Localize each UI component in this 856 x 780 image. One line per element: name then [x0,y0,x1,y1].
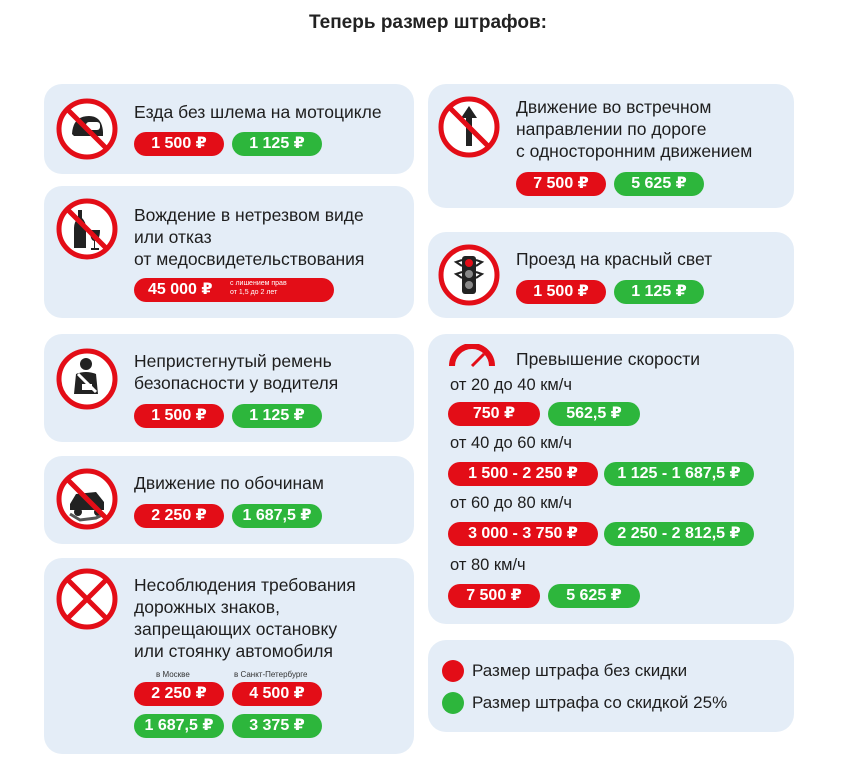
card-title-line2: безопасности у водителя [134,373,339,393]
legend-red-label: Размер штрафа без скидки [472,661,688,680]
card-title: Превышение скорости [516,349,701,369]
page-title: Теперь размер штрафов: [308,12,548,33]
fine-badge: 1 500 ₽ [516,280,606,304]
speed-range-label: от 20 до 40 км/ч [450,376,572,394]
spb-label: в Санкт-Петербурге [234,670,308,679]
card-title-line1: Движение во встречном [516,97,712,117]
no-helmet-icon [56,98,118,160]
discount-badge: 5 625 ₽ [614,172,704,196]
spb-discount-badge: 3 375 ₽ [232,714,322,738]
moscow-fine-badge: 2 250 ₽ [134,682,224,706]
license-note-line2: от 1,5 до 2 лет [230,289,278,296]
card-title: Движение по обочинам [134,473,324,493]
no-alcohol-icon [56,198,118,260]
discount-badge: 1 125 ₽ [232,404,322,428]
legend-red-dot [442,660,464,682]
card-no-stopping [44,558,414,754]
speed-range-label: от 40 до 60 км/ч [450,434,572,452]
card-red-light [428,232,794,318]
discount-badge: 1 125 ₽ [614,280,704,304]
fine-badge: 2 250 ₽ [134,504,224,528]
legend-green-dot [442,692,464,714]
no-entry-arrow-icon [438,96,500,158]
speed-fine-badge: 750 ₽ [448,402,540,426]
fine-amount: 45 000 ₽ [148,281,213,298]
card-seatbelt [44,334,414,442]
speed-discount-badge: 5 625 ₽ [548,584,640,608]
card-title: Езда без шлема на мотоцикле [134,102,382,122]
speed-fine-badge: 1 500 - 2 250 ₽ [448,462,598,486]
card-shoulder [44,456,414,544]
card-title-line2: или отказ [134,227,212,247]
card-title-line1: Несоблюдения требования [134,575,356,595]
license-note-line1: с лишением прав [230,280,287,287]
seatbelt-icon [56,348,118,410]
card-helmet [44,84,414,174]
legend-green-label: Размер штрафа со скидкой 25% [472,693,728,712]
traffic-light-icon [438,244,500,306]
speed-discount-badge: 562,5 ₽ [548,402,640,426]
moscow-label: в Москве [156,670,190,679]
card-title-line3: от медосвидетельствования [134,249,365,269]
card-title-line1: Непристегнутый ремень [134,351,332,371]
speed-range-label: от 80 км/ч [450,556,526,574]
fine-badge: 7 500 ₽ [516,172,606,196]
moscow-discount-badge: 1 687,5 ₽ [134,714,224,738]
card-title-line1: Вождение в нетрезвом виде [134,205,364,225]
card-drunk-driving [44,186,414,318]
spb-fine-badge: 4 500 ₽ [232,682,322,706]
card-title-line3: с односторонним движением [516,141,753,161]
legend-card [428,640,794,732]
speed-range-label: от 60 до 80 км/ч [450,494,572,512]
card-title-line2: направлении по дороге [516,119,707,139]
discount-badge: 1 125 ₽ [232,132,322,156]
shoulder-icon [56,468,118,530]
fine-badge: 1 500 ₽ [134,404,224,428]
speed-fine-badge: 7 500 ₽ [448,584,540,608]
discount-badge: 1 687,5 ₽ [232,504,322,528]
card-oncoming [428,84,794,208]
card-title-line3: запрещающих остановку [134,619,338,639]
card-title-line4: или стоянку автомобиля [134,641,333,661]
card-title: Проезд на красный свет [516,249,713,269]
card-title-line2: дорожных знаков, [134,597,280,617]
speed-fine-badge: 3 000 - 3 750 ₽ [448,522,598,546]
card-speeding [428,334,794,624]
speed-discount-badge: 2 250 - 2 812,5 ₽ [604,522,754,546]
no-stopping-icon [56,568,118,630]
fine-badge: 1 500 ₽ [134,132,224,156]
speed-discount-badge: 1 125 - 1 687,5 ₽ [604,462,754,486]
speedometer-icon [448,344,496,368]
